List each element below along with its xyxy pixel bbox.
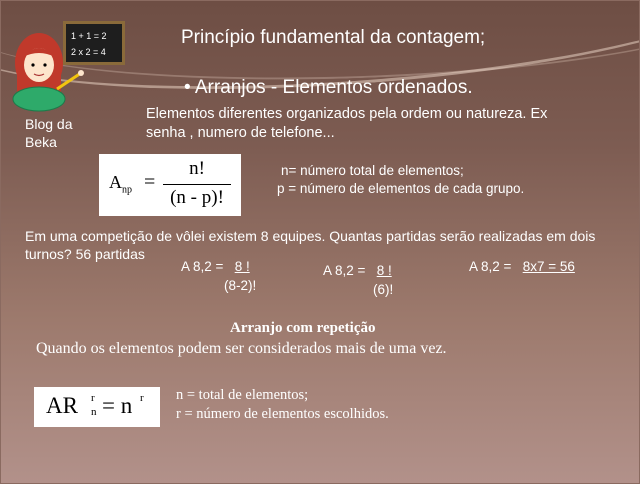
chalkboard-line-1: 1 + 1 = 2 <box>71 31 107 41</box>
question-line-1: Em uma competição de vôlei existem 8 equipes. Quantas partidas serão realizadas em dois <box>25 228 596 244</box>
teacher-illustration <box>9 15 129 115</box>
slide-title: Princípio fundamental da contagem; <box>181 27 486 48</box>
formula-equals: = <box>144 171 156 193</box>
repetition-title: Arranjo com repetição <box>230 320 376 336</box>
chalkboard <box>63 21 125 65</box>
calculation-2 <box>323 261 393 299</box>
description <box>146 105 547 143</box>
legend-p: p = número de elementos de cada grupo. <box>277 181 525 196</box>
legend-n: n= número total de elementos; <box>281 163 464 178</box>
blog-label-line-1: Blog da <box>25 116 73 132</box>
arranjo-formula <box>99 154 241 216</box>
fraction-bar <box>163 184 231 185</box>
calc1-numerator: 8 ! <box>234 259 250 274</box>
repetition-description: Quando os elementos podem ser considerados mais de uma vez. <box>36 340 447 357</box>
question-line-2: turnos? 56 partidas <box>25 246 145 262</box>
formula-subscript: np <box>122 184 132 196</box>
repetition-legend-n: n = total de elementos; <box>176 387 309 403</box>
ar-exponent: r <box>140 392 144 404</box>
ar-subscript: n <box>91 406 97 418</box>
ar-superscript: r <box>91 392 95 404</box>
chalkboard-line-2: 2 x 2 = 4 <box>71 47 106 57</box>
description-line-2: senha , numero de telefone... <box>146 125 335 141</box>
blog-label-line-2: Beka <box>25 134 57 150</box>
calc2-denominator: (6)! <box>373 282 394 297</box>
calc3-prefix: A 8,2 = <box>469 259 512 274</box>
ar-symbol: AR <box>46 393 78 418</box>
formula-denominator: (n - p)! <box>170 187 224 208</box>
description-line-1: Elementos diferentes organizados pela ordem ou natureza. Ex <box>146 106 548 122</box>
calculation-1 <box>181 257 256 295</box>
formula-numerator: n! <box>189 158 205 179</box>
calc1-denominator: (8-2)! <box>224 278 257 293</box>
repetition-legend <box>176 386 389 424</box>
formula-legend <box>277 162 524 198</box>
formula-symbol: $A_{np}$ <box>109 172 132 196</box>
blog-label <box>25 115 72 151</box>
calc2-prefix: A 8,2 = <box>323 263 366 278</box>
calc1-prefix: A 8,2 = <box>181 259 224 274</box>
calc3-result: 8x7 = 56 <box>522 259 575 274</box>
ar-equals-n: = n <box>102 393 133 418</box>
repetition-formula <box>34 387 160 427</box>
repetition-legend-r: r = número de elementos escolhidos. <box>176 406 389 422</box>
calc2-numerator: 8 ! <box>376 263 392 278</box>
calculation-3 <box>469 257 575 276</box>
bullet-arranjos: • Arranjos - Elementos ordenados. <box>184 77 473 98</box>
